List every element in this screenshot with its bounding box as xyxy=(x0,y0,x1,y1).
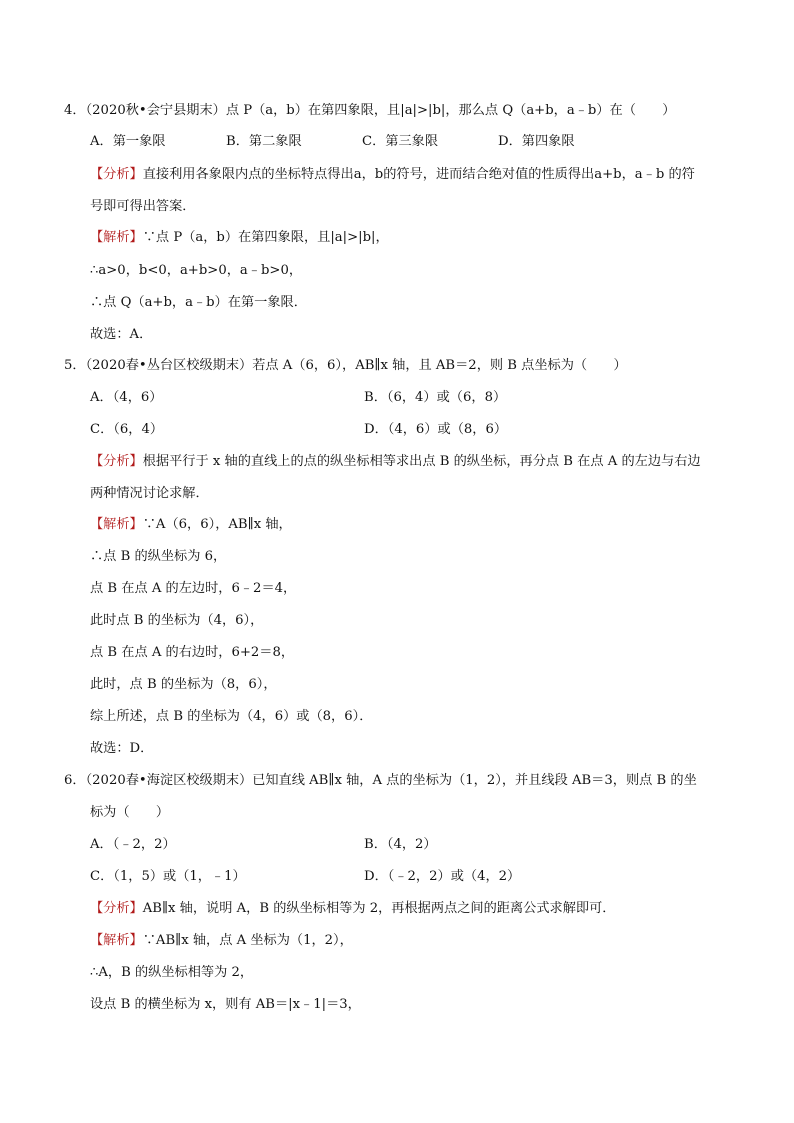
q5-solution-line4: 此时点 B 的坐标为（4，6）， xyxy=(90,613,264,628)
q5-solution xyxy=(90,516,292,534)
q5-stem: 5．（2020春•丛台区校级期末）若点 A（6，6），AB∥x 轴，且 AB＝2，则 B 点坐标为（ ） xyxy=(64,358,627,373)
q4-analysis-line2: 号即可得出答案． xyxy=(90,199,196,214)
q5-solution-line6: 此时，点 B 的坐标为（8，6）， xyxy=(90,677,277,692)
q6-solution-line1: ∵AB∥x 轴，点 A 坐标为（1，2）， xyxy=(142,933,353,948)
solution-tag: 【解析】 xyxy=(90,517,143,532)
q5-solution-line3: 点 B 在点 A 的左边时，6﹣2＝4， xyxy=(90,581,297,596)
q4-option-d: D．第四象限 xyxy=(498,134,575,149)
q5-solution-line5: 点 B 在点 A 的右边时，6+2＝8， xyxy=(90,645,295,660)
q4-option-c: C．第三象限 xyxy=(362,134,439,149)
q6-analysis xyxy=(90,900,616,918)
q4-option-b: B．第二象限 xyxy=(226,134,302,149)
q5-solution-line1: ∵A（6，6），AB∥x 轴， xyxy=(142,517,292,532)
q5-option-c: C．（6，4） xyxy=(90,422,164,437)
analysis-tag: 【分析】 xyxy=(90,901,143,916)
q4-option-a: A．第一象限 xyxy=(90,134,166,149)
q5-solution-line7: 综上所述，点 B 的坐标为（4，6）或（8，6）． xyxy=(90,709,373,724)
q6-analysis-line1: AB∥x 轴，说明 A，B 的纵坐标相等为 2，再根据两点之间的距离公式求解即可． xyxy=(142,901,616,916)
q5-analysis-line1: 根据平行于 x 轴的直线上的点的纵坐标相等求出点 B 的纵坐标，再分点 B 在点 A 的左边与右边 xyxy=(142,454,701,469)
solution-tag: 【解析】 xyxy=(90,933,143,948)
q5-option-d: D．（4，6）或（8，6） xyxy=(364,422,508,437)
q5-solution-line2: ∴点 B 的纵坐标为 6， xyxy=(90,549,227,564)
q4-solution-line2: ∴a>0，b<0，a+b>0，a﹣b>0， xyxy=(90,263,303,278)
q6-option-c: C．（1，5）或（1，﹣1） xyxy=(90,869,246,884)
q6-solution xyxy=(90,932,353,950)
q6-solution-line3: 设点 B 的横坐标为 x，则有 AB＝|x﹣1|＝3， xyxy=(90,997,361,1012)
q4-analysis xyxy=(90,166,695,184)
q5-option-b: B．（6，4）或（6，8） xyxy=(364,390,507,405)
q6-stem-line1: 6．（2020春•海淀区校级期末）已知直线 AB∥x 轴，A 点的坐标为（1，2），并且线段 AB＝3，则点 B 的坐 xyxy=(64,773,697,788)
q4-solution-line1: ∵点 P（a，b）在第四象限，且|a|>|b|， xyxy=(142,230,389,245)
q6-option-d: D．（﹣2，2）或（4，2） xyxy=(364,869,521,884)
q4-answer: 故选：A． xyxy=(90,327,153,342)
analysis-tag: 【分析】 xyxy=(90,454,143,469)
q5-analysis-line2: 两种情况讨论求解． xyxy=(90,486,209,501)
analysis-tag: 【分析】 xyxy=(90,167,143,182)
q5-analysis xyxy=(90,453,701,471)
q6-solution-line2: ∴A，B 的纵坐标相等为 2， xyxy=(90,965,254,980)
q5-option-a: A．（4，6） xyxy=(90,390,163,405)
q4-stem: 4．（2020秋•会宁县期末）点 P（a，b）在第四象限，且|a|>|b|，那么点 Q（a+b，a﹣b）在（ ） xyxy=(64,103,676,118)
q4-analysis-line1: 直接利用各象限内点的坐标特点得出a，b的符号，进而结合绝对值的性质得出a+b，a﹣b 的符 xyxy=(142,167,695,182)
q6-option-a: A．（﹣2，2） xyxy=(90,837,176,852)
q4-solution-line3: ∴点 Q（a+b，a﹣b）在第一象限． xyxy=(90,295,307,310)
q5-answer: 故选：D． xyxy=(90,741,154,756)
q6-stem-line2: 标为（ ） xyxy=(90,805,170,820)
q4-solution xyxy=(90,229,389,247)
q6-option-b: B．（4，2） xyxy=(364,837,437,852)
solution-tag: 【解析】 xyxy=(90,230,143,245)
